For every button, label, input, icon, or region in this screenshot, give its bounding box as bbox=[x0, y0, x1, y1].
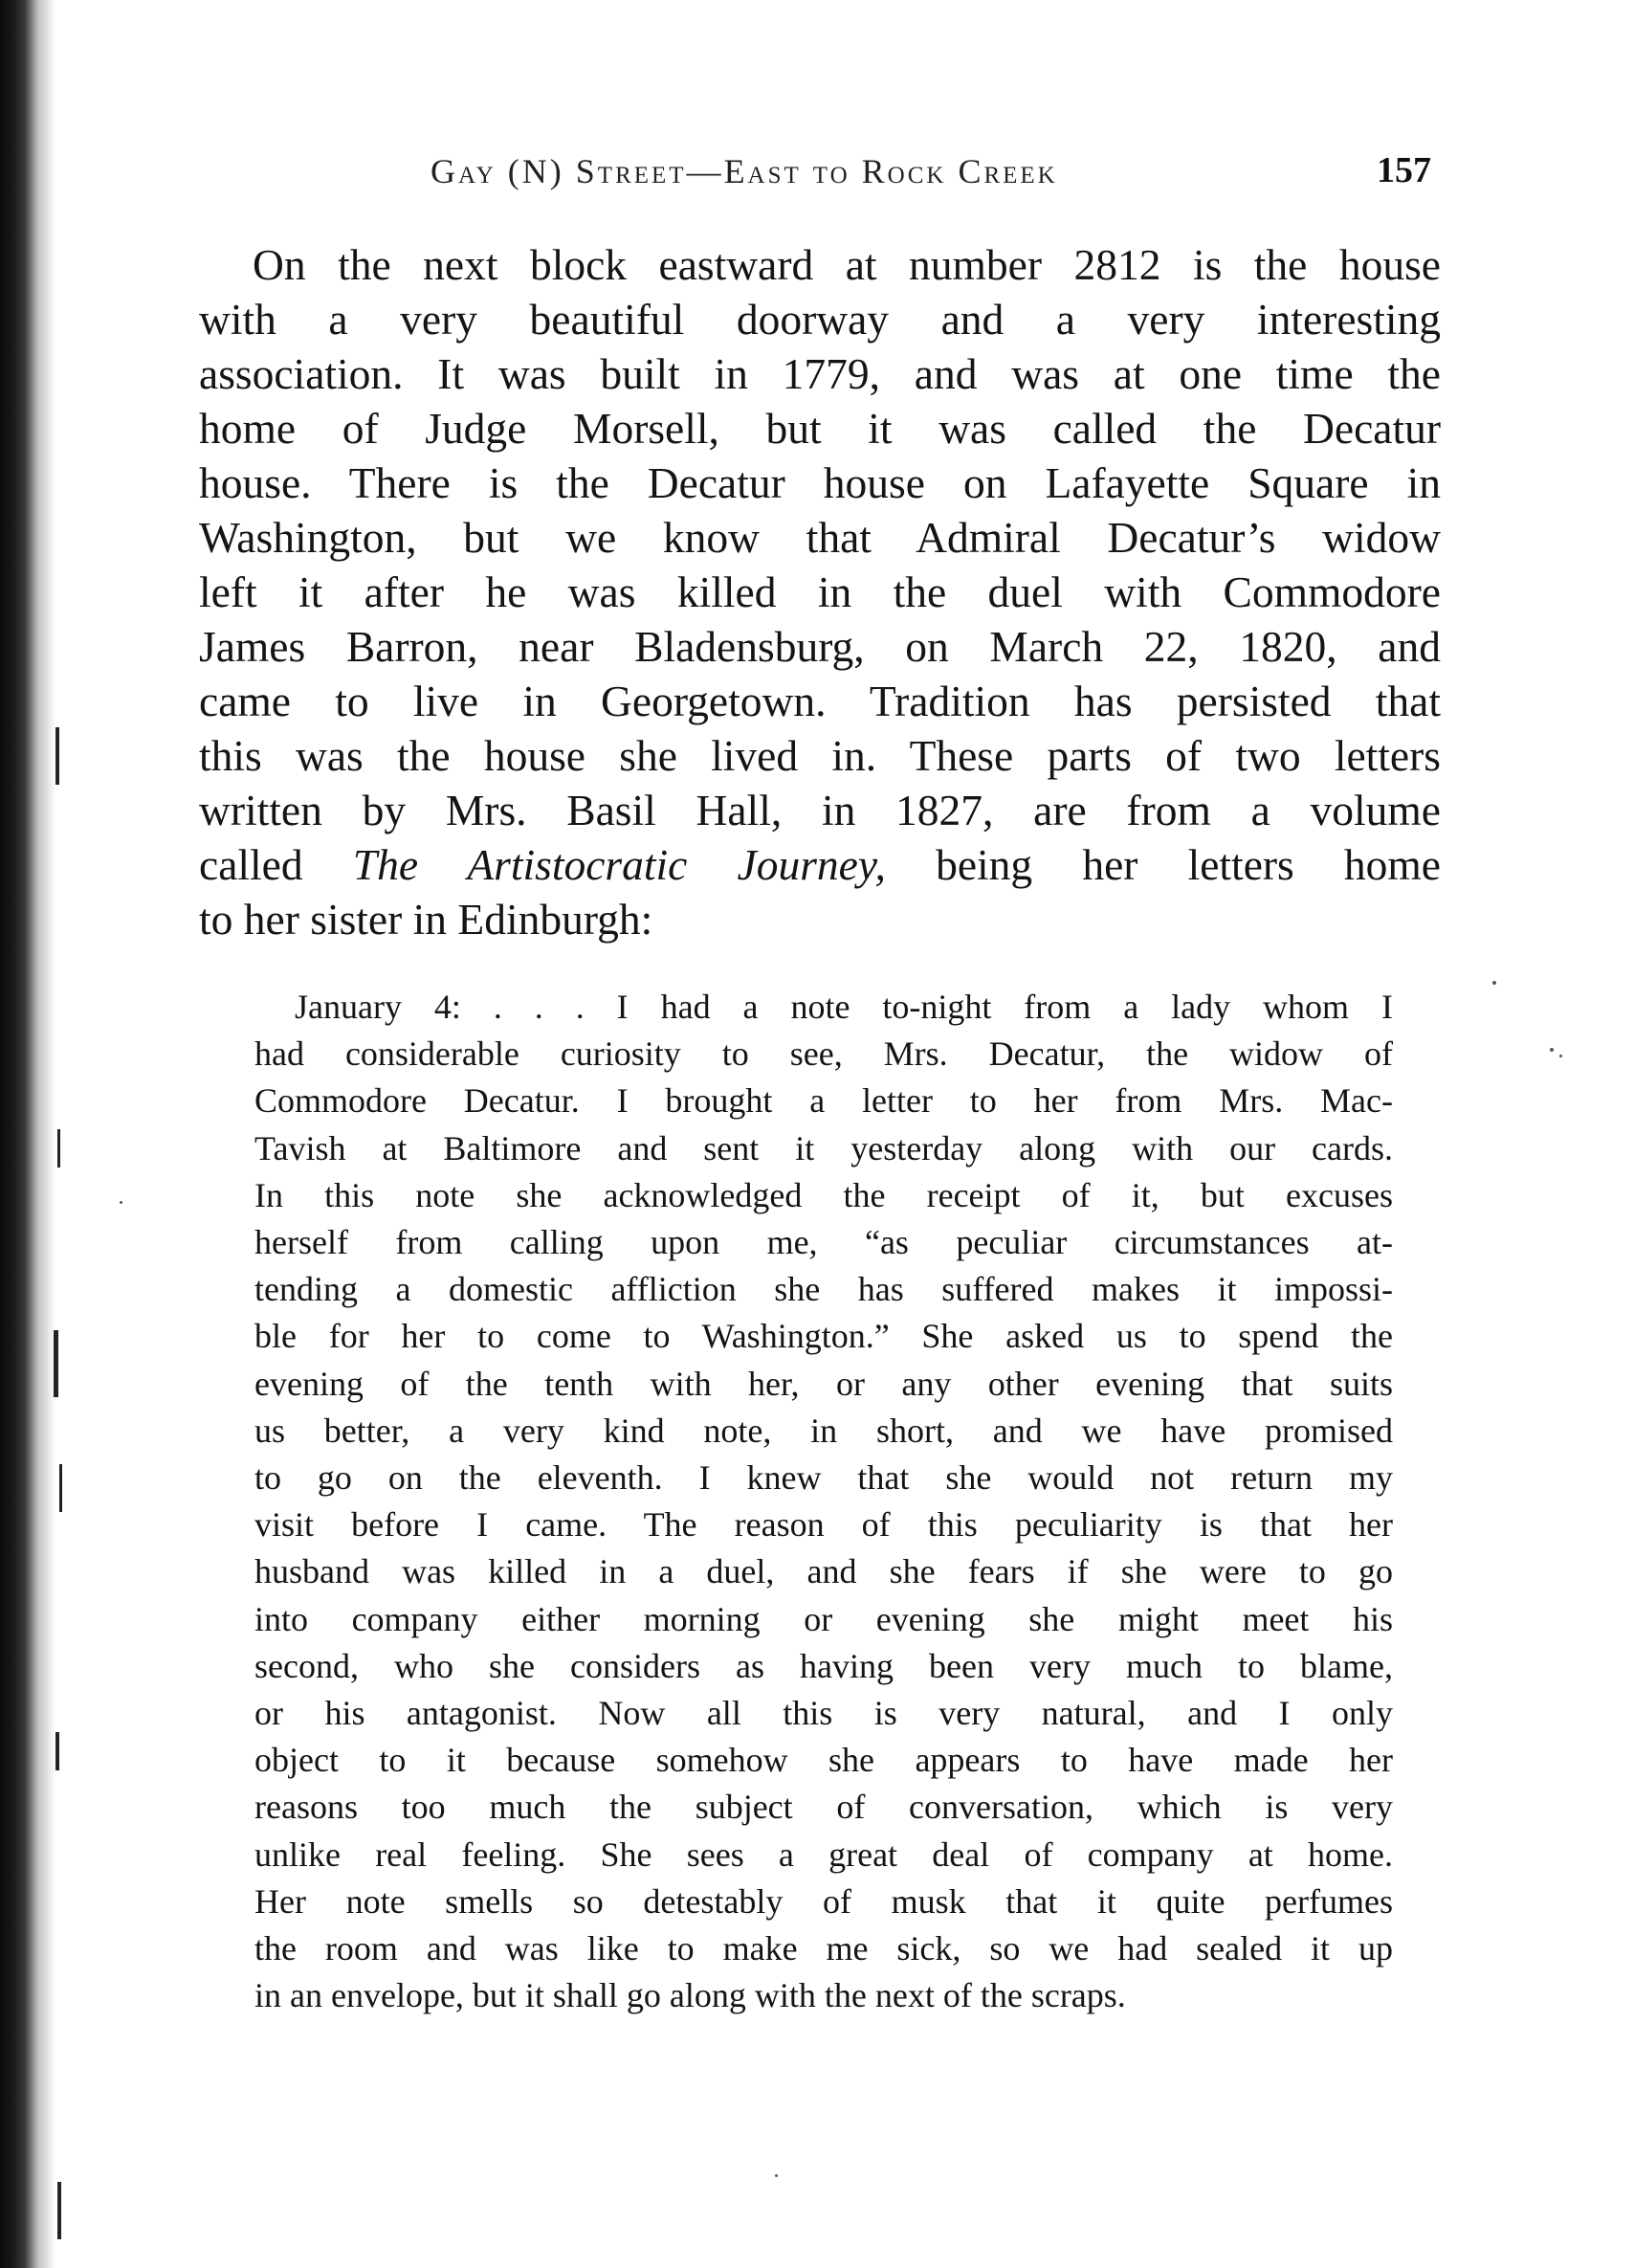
quote-line: herself from calling upon me, “as peculiar circumstances at- bbox=[254, 1223, 1393, 1262]
body-line: Washington, but we know that Admiral Decatur’s widow bbox=[199, 513, 1441, 562]
quote-line: Tavish at Baltimore and sent it yesterday along with our cards. bbox=[254, 1128, 1393, 1167]
body-line: to her sister in Edinburgh: bbox=[199, 895, 653, 944]
binding-shadow bbox=[0, 0, 55, 2268]
quote-line: Her note smells so detestably of musk that it quite perfumes bbox=[254, 1881, 1393, 1921]
body-line: association. It was built in 1779, and was at one time the bbox=[199, 349, 1441, 398]
body-text-fragment: called bbox=[199, 840, 353, 889]
quote-line: had considerable curiosity to see, Mrs. Decatur, the widow of bbox=[254, 1034, 1393, 1074]
body-line-with-title bbox=[199, 837, 1441, 892]
quote-line: into company either morning or evening she might meet his bbox=[254, 1599, 1393, 1638]
quote-line: or his antagonist. Now all this is very natural, and I only bbox=[254, 1694, 1393, 1733]
quote-line: ble for her to come to Washington.” She asked us to spend the bbox=[254, 1317, 1393, 1356]
scan-speck bbox=[1550, 1048, 1554, 1052]
quote-line: visit before I came. The reason of this peculiarity is that her bbox=[254, 1505, 1393, 1545]
quote-line: unlike real feeling. She sees a great deal of company at home. bbox=[254, 1834, 1393, 1874]
running-title: Gay (N) Street—East to Rock Creek bbox=[431, 152, 1058, 190]
page-number: 157 bbox=[1377, 150, 1431, 190]
running-head bbox=[201, 151, 1431, 199]
quote-line: evening of the tenth with her, or any other evening that suits bbox=[254, 1364, 1393, 1403]
quote-line: to go on the eleventh. I knew that she would not return my bbox=[254, 1458, 1393, 1498]
body-line: written by Mrs. Basil Hall, in 1827, are from a volume bbox=[199, 786, 1441, 834]
body-line: house. There is the Decatur house on Lafayette Square in bbox=[199, 458, 1441, 507]
body-line: this was the house she lived in. These parts of two letters bbox=[199, 731, 1441, 780]
letter-quotation bbox=[254, 984, 1393, 2019]
body-line: home of Judge Morsell, but it was called the Decatur bbox=[199, 404, 1441, 453]
quote-line: reasons too much the subject of conversation, which is very bbox=[254, 1788, 1393, 1827]
body-line: with a very beautiful doorway and a very interesting bbox=[199, 295, 1441, 344]
quote-line: In this note she acknowledged the receipt of it, but excuses bbox=[254, 1175, 1393, 1214]
quote-line: second, who she considers as having been very much to blame, bbox=[254, 1646, 1393, 1685]
quote-line: January 4: . . . I had a note to-night from a lady whom I bbox=[295, 988, 1393, 1026]
body-line: came to live in Georgetown. Tradition has persisted that bbox=[199, 677, 1441, 725]
quote-line: object to it because somehow she appears to have made her bbox=[254, 1741, 1393, 1780]
scan-speck bbox=[775, 2174, 778, 2177]
book-title: The Artistocratic Journey, bbox=[352, 840, 886, 889]
body-text-fragment: being her letters home bbox=[885, 840, 1441, 889]
quote-line: tending a domestic affliction she has suffered makes it impossi- bbox=[254, 1270, 1393, 1309]
body-line: On the next block eastward at number 2812 is the house bbox=[253, 240, 1441, 289]
quote-line: Commodore Decatur. I brought a letter to her from Mrs. Mac- bbox=[254, 1081, 1393, 1121]
body-line: James Barron, near Bladensburg, on March 22, 1820, and bbox=[199, 622, 1441, 671]
body-line: left it after he was killed in the duel with Commodore bbox=[199, 567, 1441, 616]
quote-line: us better, a very kind note, in short, and we have promised bbox=[254, 1411, 1393, 1450]
body-paragraph bbox=[199, 237, 1441, 946]
scan-speck bbox=[120, 1201, 122, 1204]
quote-line: in an envelope, but it shall go along with the next of the scraps. bbox=[254, 1976, 1126, 2015]
scan-speck bbox=[1492, 981, 1496, 985]
quote-line: husband was killed in a duel, and she fears if she were to go bbox=[254, 1552, 1393, 1591]
quote-line: the room and was like to make me sick, so we had sealed it up bbox=[254, 1929, 1393, 1968]
scan-speck bbox=[1559, 1055, 1562, 1057]
